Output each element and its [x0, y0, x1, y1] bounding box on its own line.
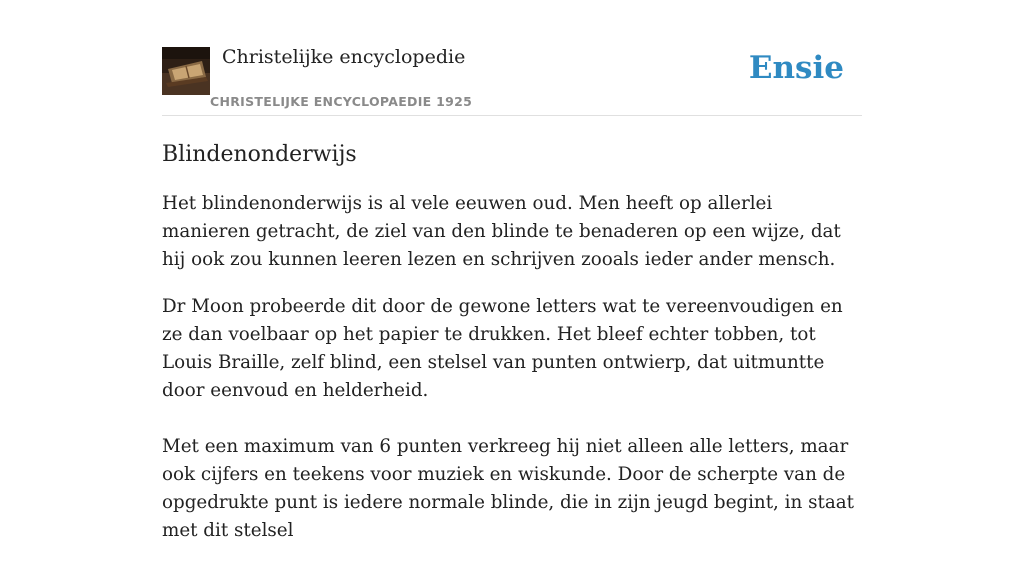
- site-header: [162, 44, 862, 116]
- article-paragraph: Het blindenonderwijs is al vele eeuwen oud. Men heeft op allerlei manieren getracht, de ziel van den blinde te benaderen op een wijze, dat hij ook zou kunnen leeren lezen en schrijven zooals ieder ander mensch.: [162, 193, 841, 270]
- book-image-icon: [162, 47, 210, 95]
- site-title[interactable]: Christelijke encyclopedie: [222, 46, 466, 68]
- article-paragraph: Met een maximum van 6 punten verkreeg hij niet alleen alle letters, maar ook cijfers en teekens voor muziek en wiskunde. Door de scherpte van de opgedrukte punt is iedere normale blinde, die in zijn jeugd begint, in staat met dit stelsel: [162, 436, 854, 541]
- article-paragraph: Dr Moon probeerde dit door de gewone letters wat te vereenvoudigen en ze dan voelbaar op het papier te drukken. Het bleef echter tobben, tot Louis Braille, zelf blind, een stelsel van punten ontwierp, dat uitmuntte door eenvoud en helderheid.: [162, 296, 843, 401]
- article: [162, 139, 862, 564]
- brand-logo[interactable]: Ensie: [748, 50, 844, 86]
- article-title: Blindenonderwijs: [162, 142, 357, 167]
- site-subtitle[interactable]: CHRISTELIJKE ENCYCLOPAEDIE 1925: [210, 94, 473, 109]
- site-avatar[interactable]: [162, 47, 210, 95]
